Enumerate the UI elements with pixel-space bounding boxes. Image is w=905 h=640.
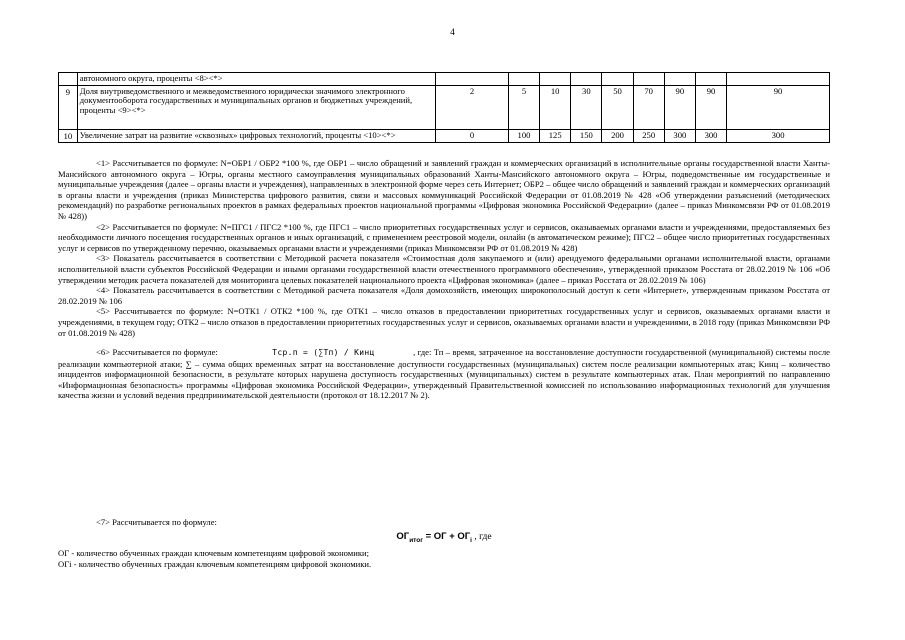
row-label: Увеличение затрат на развитие «сквозных» цифровых технологий, проценты <10><*> — [77, 129, 435, 143]
footnote-6-prefix: <6> Рассчитывается по формуле: — [96, 347, 218, 358]
cell — [540, 73, 571, 86]
row-number: 10 — [59, 129, 78, 143]
formula-term: ОГ — [396, 530, 410, 542]
footnote-7 — [58, 517, 830, 569]
cell: 5 — [508, 85, 539, 129]
cell — [436, 73, 509, 86]
footnote-7-line: ОГ - количество обученных граждан ключевым компетенциям цифровой экономики; — [58, 548, 370, 559]
row-label: Доля внутриведомственного и межведомственного юридически значимого электронного документооборота государственных и муниципальных органов и бюджетных учреждений, проценты <9><*> — [77, 85, 435, 129]
cell: 125 — [540, 129, 571, 143]
footnote-7-intro: <7> Рассчитывается по формуле: — [96, 517, 217, 527]
cell — [571, 73, 602, 86]
table-row — [59, 85, 830, 129]
row-number — [59, 73, 78, 86]
footnote-2: <2> Рассчитывается по формуле: N=ПГС1 / ПГС2 *100 %, где ПГС1 – число приоритетных государственных услуг и сервисов, оказываемых органами власти и учреждениями, предоставляемых без необходимости личного посещения государственных органов и иных организаций, с применением реестровой модели, онлайн (в автоматическом режиме); ПГС2 – общее число приоритетных государственных услуг и сервисов по утвержденному перечню, оказываемых органами власти и учреждениями (приказ Минкомсвязи РФ от 01.08.2019 № 428) — [58, 221, 830, 253]
footnote-5: <5> Рассчитывается по формуле: N=ОТК1 / ОТК2 *100 %, где ОТК1 – число отказов в предоставлении приоритетных государственных услуг и сервисов, оказываемых органами власти и учреждениями, в текущем году; ОТК2 – число отказов в предоставлении приоритетных государственных услуг и сервисов, оказываемых органами власти и учреждениями, в 2018 году (приказ Минкомсвязи РФ от 01.08.2019 № 428) — [58, 306, 830, 338]
cell: 90 — [727, 85, 830, 129]
cell: 200 — [602, 129, 633, 143]
cell — [695, 73, 726, 86]
footnote-7-line: ОГi - количество обученных граждан ключевым компетенциям цифровой экономики. — [58, 558, 372, 569]
formula-term: = ОГ + ОГ — [422, 530, 471, 542]
formula-subscript: i — [470, 536, 472, 544]
cell — [633, 73, 664, 86]
cell: 50 — [602, 85, 633, 129]
formula-subscript: итог — [409, 536, 423, 544]
cell: 70 — [633, 85, 664, 129]
table-row — [59, 73, 830, 86]
cell: 30 — [571, 85, 602, 129]
cell: 100 — [508, 129, 539, 143]
cell: 0 — [436, 129, 509, 143]
cell — [664, 73, 695, 86]
cell: 90 — [695, 85, 726, 129]
cell: 150 — [571, 129, 602, 143]
indicators-table — [58, 72, 830, 143]
cell: 90 — [664, 85, 695, 129]
row-label: автономного округа, проценты <8><*> — [77, 73, 435, 86]
formula-tail: , где — [471, 531, 492, 542]
footnote-6 — [58, 347, 830, 401]
footnote-7-formula — [58, 532, 830, 546]
cell: 2 — [436, 85, 509, 129]
footnote-6-text: , где: Тп – время, затраченное на восстановление доступности государственной (муниципальной) системы после реализации компьютерной атаки; ∑ – сумма общих временных затрат на восстановление доступности государственных (муниципальных) систем после реализации компьютерных атак; Кинц – количество инцидентов информационной безопасности, в результате которых нарушена доступность государственных (муниципальных) систем в результате компьютерных атак. План мероприятий по направлению «Информационная безопасность» программы «Цифровая экономика Российской Федерации», утвержденный Правительственной комиссией по использованию информационных технологий для улучшения качества жизни и условий ведения предпринимательской деятельности (протокол от 18.12.2017 № 2). — [58, 347, 830, 401]
cell: 250 — [633, 129, 664, 143]
footnote-3: <3> Показатель рассчитывается в соответствии с Методикой расчета показателя «Стоимостная доля закупаемого и (или) арендуемого федеральными органами исполнительной власти, органами исполнительной власти субъектов Российской Федерации и иными органами государственной власти отечественного программного обеспечения», утвержденной приказом Росстата от 28.02.2019 № 106 «Об утверждении методик расчета показателей для мониторинга целевых показателей национального проекта «Цифровая экономика» (далее – приказ Росстата от 28.02.2019 № 106) — [58, 253, 830, 285]
footnote-6-formula: Тср.п = (∑Тп) / Кинц — [272, 348, 375, 358]
cell: 10 — [540, 85, 571, 129]
cell — [602, 73, 633, 86]
footnote-1: <1> Рассчитывается по формуле: N=ОБР1 / ОБР2 *100 %, где ОБР1 – число обращений и заявлений граждан и коммерческих организаций в исполнительные органы государственной власти Ханты-Мансийского автономного округа – Югры, органы местного самоуправления муниципальных образований Ханты-Мансийского автономного округа – Югры, подведомственные им государственные и муниципальные учреждения (далее – органы власти и учреждения), направленных в электронной форме через сеть Интернет; ОБР2 – общее число обращений и заявлений граждан и коммерческих организаций в органы власти и учреждения (приказ Министерства цифрового развития, связи и массовых коммуникаций Российской Федерации от 01.08.2019 № 428 «Об утверждении разъяснений (методических рекомендаций) по разработке региональных проектов в рамках федеральных проектов национальной программы «Цифровая экономика Российской Федерации» (далее – приказ Минкомсвязи РФ от 01.08.2019 № 428)) — [58, 158, 830, 221]
cell: 300 — [695, 129, 726, 143]
footnotes — [58, 158, 830, 401]
page-number: 4 — [450, 28, 455, 38]
cell: 300 — [664, 129, 695, 143]
footnote-4: <4> Показатель рассчитывается в соответствии с Методикой расчета показателя «Доля домохозяйств, имеющих широкополосный доступ к сети «Интернет», утвержденным приказом Росстата от 28.02.2019 № 106 — [58, 285, 830, 306]
cell — [727, 73, 830, 86]
cell — [508, 73, 539, 86]
cell: 300 — [727, 129, 830, 143]
table-row — [59, 129, 830, 143]
row-number: 9 — [59, 85, 78, 129]
